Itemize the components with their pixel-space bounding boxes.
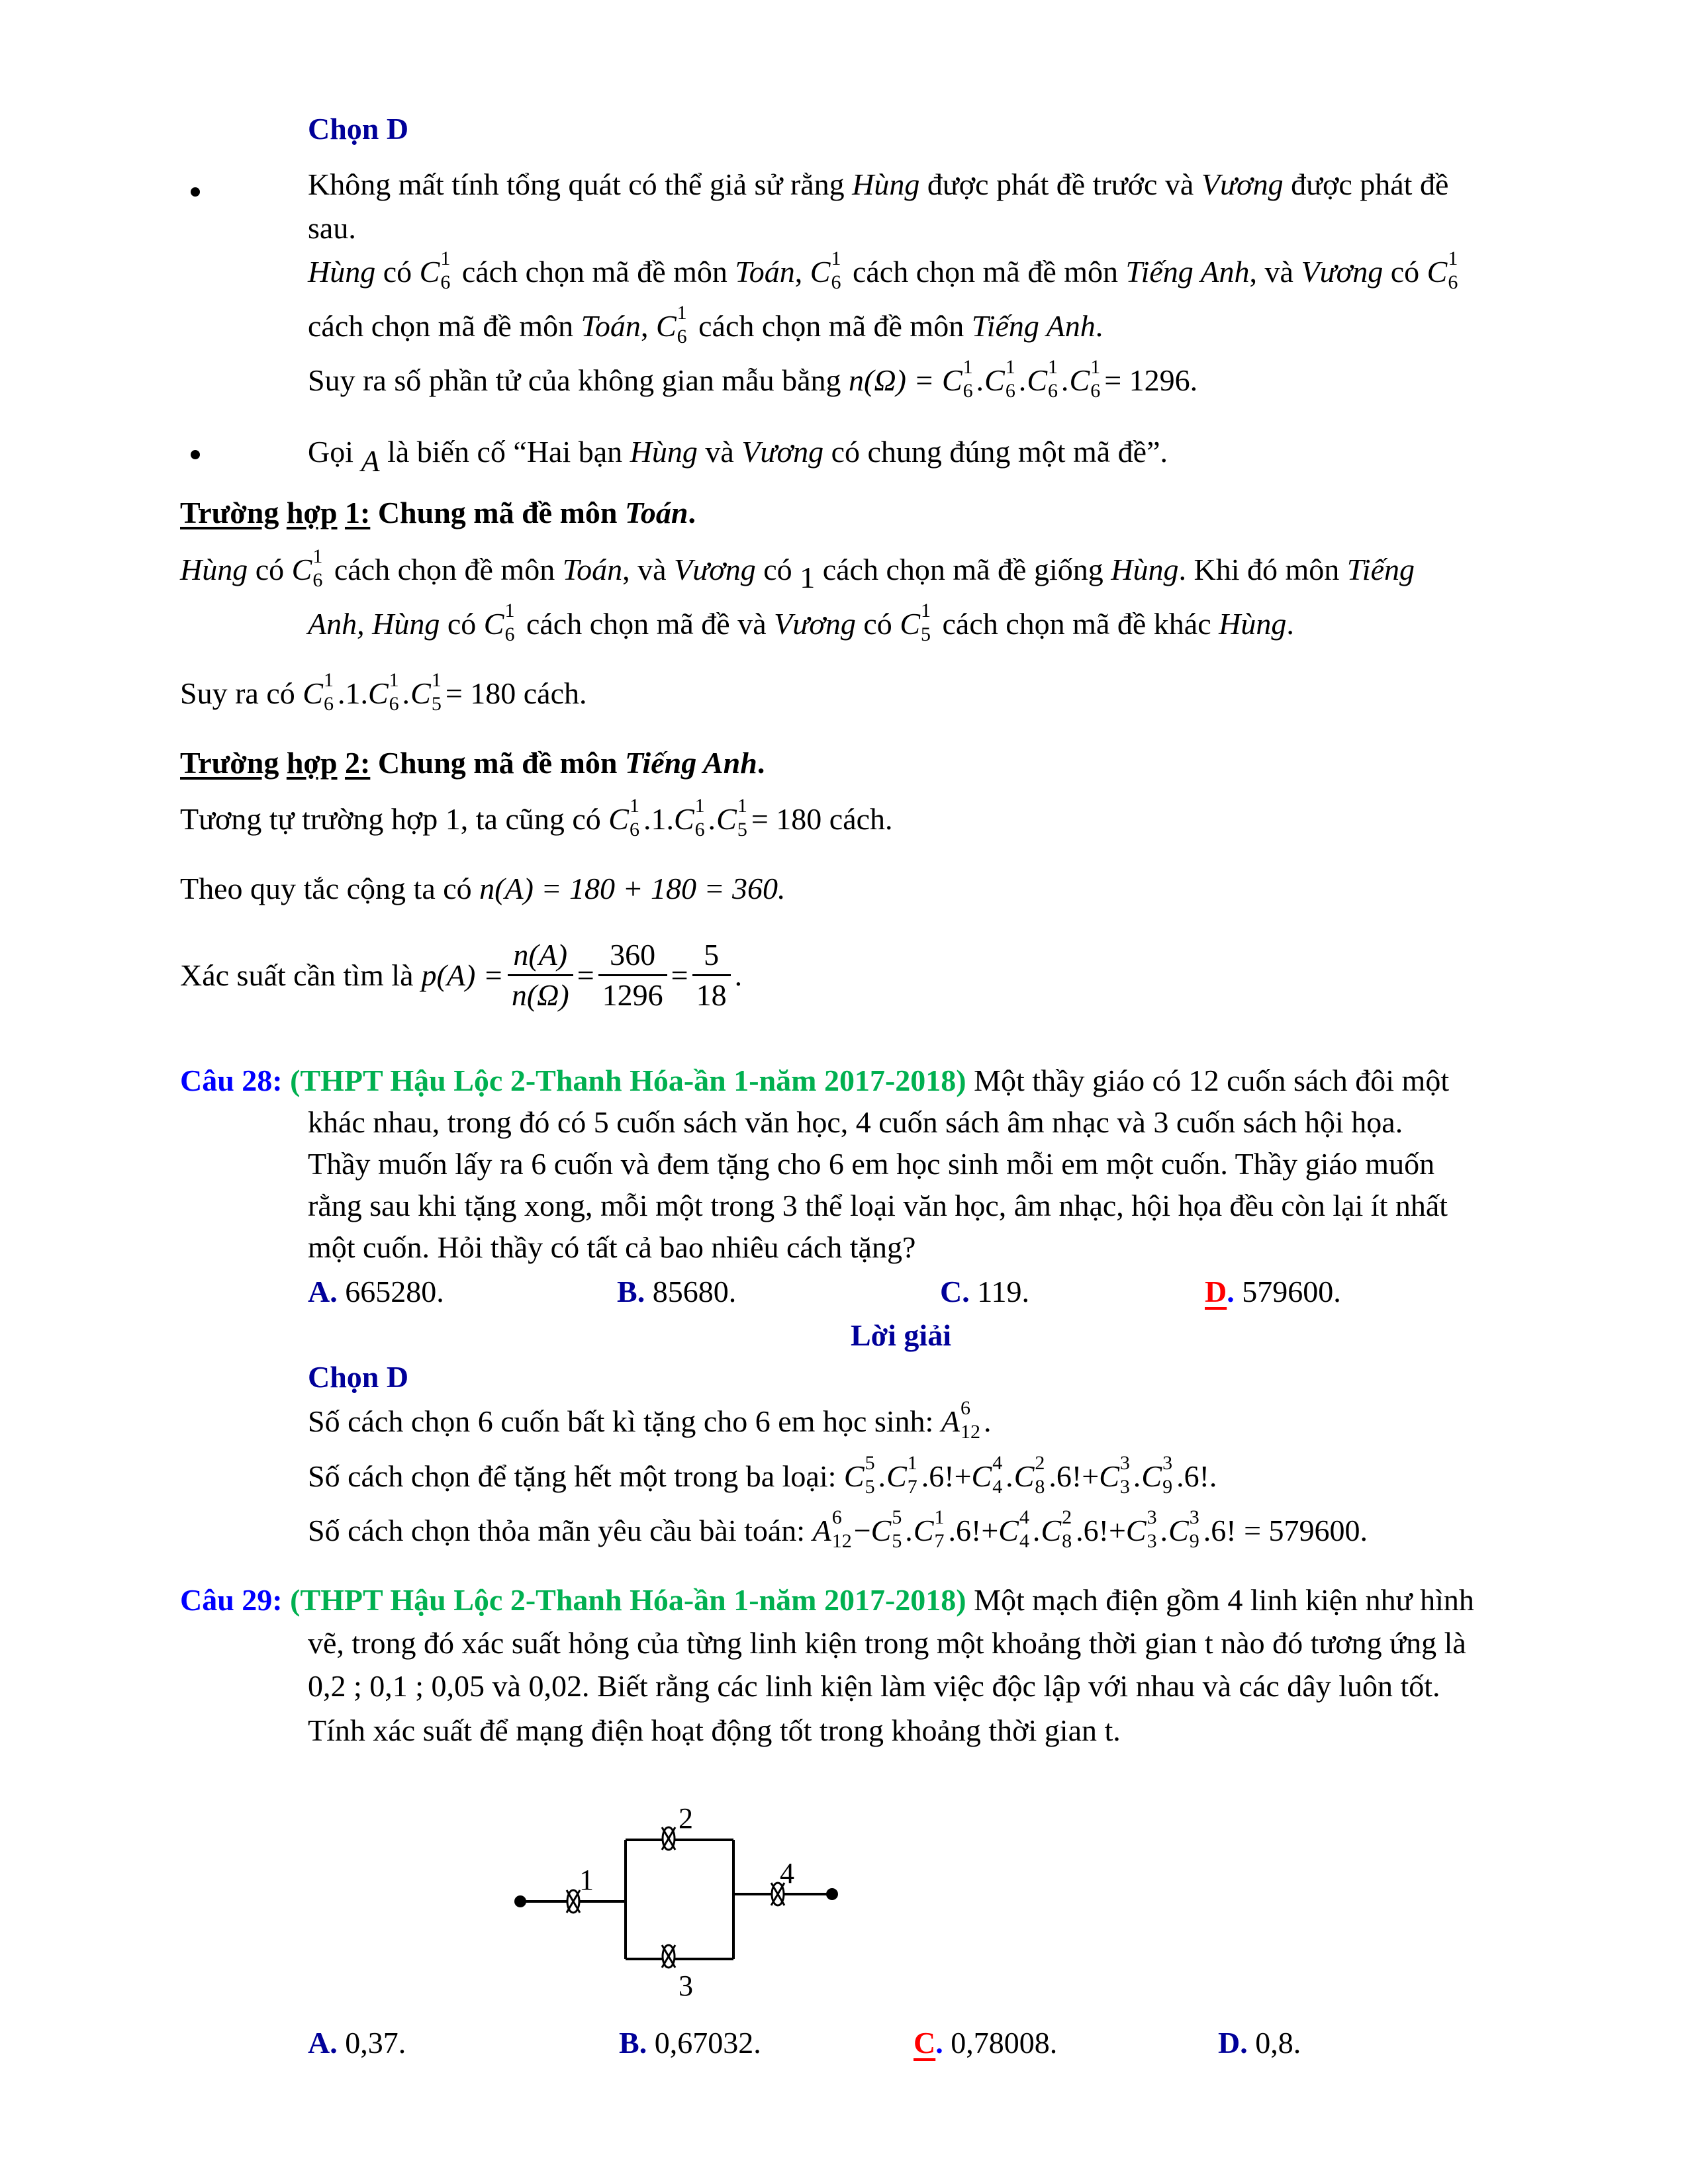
case-1-line-1 (180, 545, 1415, 594)
case-2-heading: Trường hợp 2: Chung mã đề môn Tiếng Anh. (180, 746, 765, 780)
text: có (375, 255, 420, 289)
text: hợp (286, 746, 338, 780)
text: Trường (180, 496, 279, 529)
denominator: 1296 (598, 974, 667, 1011)
text: cách. (821, 802, 893, 836)
text: Suy ra số phần tử của không gian mẫu bằng (308, 363, 849, 397)
option-value: 0,37. (345, 2026, 406, 2060)
text: Số cách chọn thỏa mãn yêu cầu bài toán: (308, 1514, 813, 1547)
combination-symbol: C 1 6 (419, 248, 451, 293)
denominator: n(Ω) (508, 974, 573, 1011)
subject-toan: Toán (562, 553, 623, 586)
question-source: (THPT Hậu Lộc 2-Thanh Hóa-ần 1-năm 2017-2018) (290, 1064, 966, 1097)
numerator: 5 (704, 938, 720, 972)
bullet-icon (191, 187, 200, 197)
solution-step-2 (308, 1452, 1217, 1498)
sample-space-result: = 1296. (1104, 363, 1198, 397)
text: cách chọn mã đề và (518, 607, 774, 641)
text: cách chọn mã đề khác (935, 607, 1219, 641)
sum-rule-line (180, 874, 786, 904)
text: cách chọn mã đề môn (308, 309, 581, 343)
name-vuong: Vương (741, 435, 824, 469)
text: , và (622, 553, 675, 586)
text: , (794, 255, 810, 289)
text: Suy ra có (180, 676, 303, 710)
question-28-line-5: một cuốn. Hỏi thầy có tất cả bao nhiêu cách tặng? (308, 1230, 916, 1264)
name-hung: Hùng (308, 255, 376, 289)
name-vuong: Vương (1201, 167, 1284, 201)
text: Trường (180, 746, 279, 780)
answer-option-b[interactable]: B. 0,67032. (619, 2026, 761, 2060)
component-label-1: 1 (579, 1864, 594, 1896)
solution-title: Lời giải (851, 1318, 951, 1352)
assumption-line-2: sau. (308, 211, 356, 245)
case-1-formula: C 1 6 .1.C 1 6 .C 1 5 = 180 (303, 669, 516, 715)
component-label-3: 3 (679, 1970, 693, 2002)
option-value: 85680. (652, 1275, 737, 1308)
option-label: C (914, 2026, 936, 2060)
name-hung: Hùng (852, 167, 920, 201)
case-2-line (180, 795, 893, 841)
subject-tieng: Tiếng (1346, 553, 1415, 586)
fraction (692, 940, 731, 1011)
option-label: C (940, 1275, 962, 1308)
answer-option-d[interactable]: D. 0,8. (1218, 2026, 1301, 2060)
question-source: (THPT Hậu Lộc 2-Thanh Hóa-ần 1-năm 2017-2018) (290, 1583, 966, 1617)
numerator: n(A) (513, 938, 568, 972)
subject-toan: Toán (581, 309, 641, 343)
text: cách chọn mã đề môn (845, 255, 1126, 289)
name-hung: Hùng (1111, 553, 1179, 586)
text: cách chọn mã đề giống (815, 553, 1111, 586)
question-29-line-3: 0,2 ; 0,1 ; 0,05 và 0,02. Biết rằng các linh kiện làm việc độc lập với nhau và các dây luôn tốt. (308, 1669, 1440, 1703)
assumption-line-4 (308, 302, 1103, 347)
combination-symbol: C 1 6 (1427, 248, 1458, 293)
terminal-left (514, 1895, 526, 1907)
text: có (440, 607, 484, 641)
answer-option-b[interactable]: B. 85680. (617, 1275, 737, 1308)
text: cách chọn mã đề môn (454, 255, 735, 289)
option-value: 579600. (1242, 1275, 1341, 1308)
question-label: Câu 28: (180, 1064, 283, 1097)
option-label: A (308, 2026, 330, 2060)
subject-toan: Toán (625, 496, 688, 529)
subject-toan: Toán (735, 255, 795, 289)
question-28-line-1 (180, 1066, 1449, 1096)
text: được phát đề (1283, 167, 1449, 201)
step-formula: A 6 12 −C 5 5 .C 1 7 .6!+C 4 4 .C 2 8 .6!+C 3 3 .C 3 9 .6! = 579600. (812, 1506, 1368, 1552)
text: Số cách chọn 6 cuốn bất kì tặng cho 6 em học sinh: (308, 1404, 941, 1438)
text: Gọi (308, 435, 361, 469)
fraction (508, 940, 573, 1011)
assumption-line-1 (308, 169, 1448, 200)
question-29-line-1 (180, 1585, 1474, 1615)
question-29-line-4: Tính xác suất để mạng điện hoạt động tốt trong khoảng thời gian t. (308, 1713, 1121, 1747)
solution-step-3 (308, 1506, 1368, 1552)
answer-option-c[interactable]: C. 119. (940, 1275, 1030, 1308)
number-one: 1 (800, 561, 816, 594)
name-vuong: Vương (774, 607, 856, 641)
combination-symbol: C 1 6 (655, 302, 687, 347)
text: . (1286, 607, 1294, 641)
text: có chung đúng một mã đề”. (823, 435, 1168, 469)
text: Không mất tính tổng quát có thể giả sử rằng (308, 167, 853, 201)
combination-symbol: C 1 6 (291, 545, 323, 591)
text: là biến cố “Hai bạn (379, 435, 630, 469)
text: có (248, 553, 292, 586)
combination-symbol: C 1 5 (900, 600, 931, 645)
name-hung: Hùng (630, 435, 698, 469)
name-vuong: Vương (1301, 255, 1383, 289)
option-value: 0,8. (1255, 2026, 1301, 2060)
option-label: A (308, 1275, 330, 1308)
text: Anh, Hùng (308, 607, 440, 641)
subject-tieng-anh: Tiếng Anh (625, 746, 757, 780)
text: cách chọn đề môn (326, 553, 563, 586)
option-value: 119. (977, 1275, 1030, 1308)
combination-symbol: C 1 6 (810, 248, 841, 293)
name-hung: Hùng (180, 553, 248, 586)
probability-lhs: p(A) = (421, 958, 504, 992)
text: hợp (286, 496, 338, 529)
text: Chung mã đề môn (370, 496, 626, 529)
case-1-heading: Trường hợp 1: Chung mã đề môn Toán. (180, 496, 696, 529)
case-2-formula: C 1 6 .1.C 1 6 .C 1 5 = 180 (608, 795, 822, 841)
text: được phát đề trước và (919, 167, 1201, 201)
event-definition (308, 435, 1168, 478)
text: Chung mã đề môn (370, 746, 626, 780)
step-formula: A 6 12 . (941, 1397, 992, 1443)
sample-space-formula: n(Ω) = C 1 6 .C 1 6 .C 1 6 .C 1 6 (849, 356, 1101, 402)
circuit-diagram (496, 1774, 1092, 2005)
fraction (598, 940, 667, 1011)
question-28-line-3: Thầy muốn lấy ra 6 cuốn và đem tặng cho 6 em học sinh mỗi em một cuốn. Thầy giáo muốn (308, 1147, 1435, 1181)
bullet-icon (191, 450, 200, 459)
combination-symbol: C 1 6 (483, 600, 515, 645)
answer-option-a[interactable]: A. 665280. (308, 1275, 444, 1308)
choose-answer-label: Chọn D (308, 112, 409, 146)
text: Số cách chọn để tặng hết một trong ba loại: (308, 1459, 844, 1493)
text: Tương tự trường hợp 1, ta cũng có (180, 802, 609, 836)
assumption-line-3 (308, 248, 1462, 293)
option-label: B (619, 2026, 639, 2060)
case-1-line-2 (308, 600, 1294, 645)
option-label: D (1218, 2026, 1241, 2060)
case-1-result (180, 669, 587, 715)
question-29-line-2: vẽ, trong đó xác suất hỏng của từng linh kiện trong một khoảng thời gian t nào đó tương ứng là (308, 1626, 1466, 1660)
question-label: Câu 29: (180, 1583, 283, 1617)
text: và (697, 435, 742, 469)
denominator: 18 (692, 974, 731, 1011)
name-hung: Hùng (1219, 607, 1287, 641)
text: Một mạch điện gồm 4 linh kiện như hình (966, 1583, 1474, 1617)
subject-tieng-anh: Tiếng Anh (1125, 255, 1250, 289)
component-label-4: 4 (780, 1857, 794, 1889)
text: Theo quy tắc cộng ta có (180, 872, 480, 905)
event-variable: A (361, 444, 380, 478)
text: . Khi đó môn (1178, 553, 1347, 586)
question-28-line-4: rằng sau khi tặng xong, mỗi một trong 3 thể loại văn học, âm nhạc, hội họa đều còn lại ít nhất (308, 1189, 1448, 1222)
step-formula: C 5 5 .C 1 7 .6!+C 4 4 .C 2 8 .6!+C 3 3 .C 3 9 .6!. (843, 1452, 1217, 1498)
text: Xác suất cần tìm là (180, 958, 414, 992)
answer-option-d-correct[interactable]: D. 579600. (1205, 1275, 1341, 1308)
question-28-line-2: khác nhau, trong đó có 5 cuốn sách văn học, 4 cuốn sách âm nhạc và 3 cuốn sách hội họa. (308, 1105, 1403, 1139)
solution-step-1 (308, 1397, 992, 1443)
option-label: D (1205, 1275, 1227, 1308)
text: cách chọn mã đề môn (690, 309, 972, 343)
option-value: 0,78008. (951, 2026, 1058, 2060)
option-value: 0,67032. (654, 2026, 761, 2060)
option-label: B (617, 1275, 637, 1308)
text: cách. (516, 676, 587, 710)
component-label-2: 2 (679, 1802, 693, 1835)
text: 1: (344, 496, 371, 529)
answer-option-a[interactable]: A. 0,37. (308, 2026, 406, 2060)
text: . (1095, 309, 1103, 343)
option-value: 665280. (345, 1275, 444, 1308)
name-vuong: Vương (674, 553, 756, 586)
choose-answer-label: Chọn D (308, 1360, 409, 1394)
text: có (855, 607, 900, 641)
text: có (755, 553, 800, 586)
probability-line: Xác suất cần tìm là p(A) = $\frac{n(A)}{n(\Omega)}$ = $\frac{360}{1296}$ = $\frac{5}{18}$ . (180, 938, 743, 1012)
answer-option-c-correct[interactable]: C. 0,78008. (914, 2026, 1058, 2060)
subject-tieng-anh: Tiếng Anh (971, 309, 1096, 343)
sample-space-line (308, 356, 1198, 402)
numerator: 360 (610, 938, 656, 972)
text: , (640, 309, 656, 343)
text: có (1383, 255, 1427, 289)
text: 2: (344, 746, 371, 780)
text: , và (1249, 255, 1301, 289)
sum-rule-formula: n(A) = 180 + 180 = 360. (479, 872, 786, 905)
text: Một thầy giáo có 12 cuốn sách đôi một (966, 1064, 1450, 1097)
terminal-right (826, 1888, 838, 1900)
